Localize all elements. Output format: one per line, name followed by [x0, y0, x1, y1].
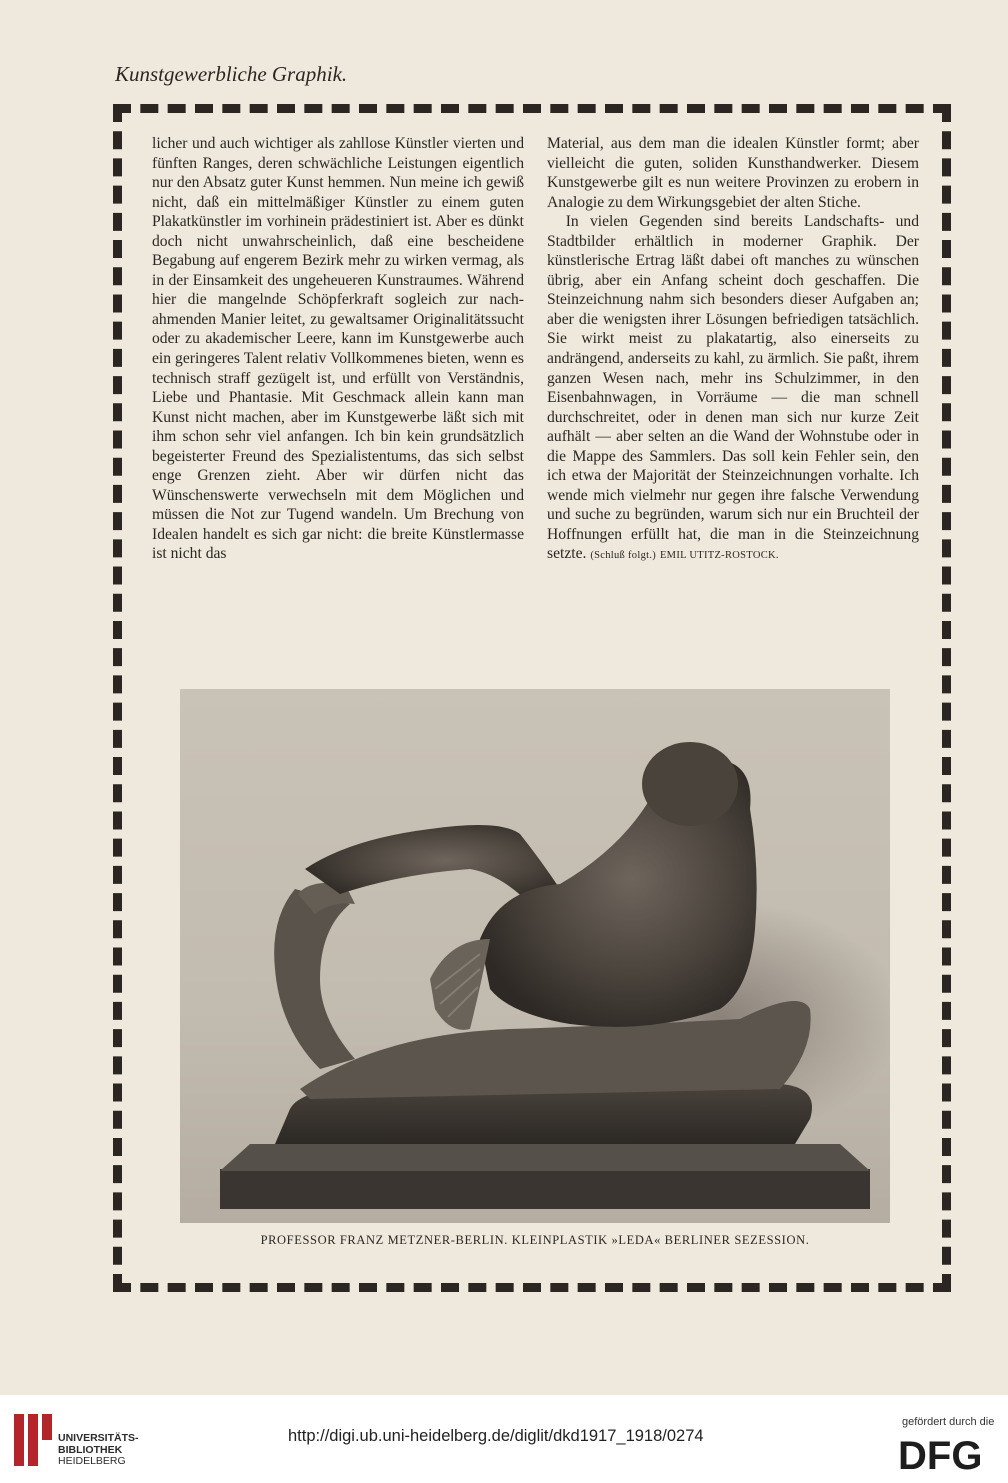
- figure-caption: PROFESSOR FRANZ METZNER-BERLIN. KLEINPLASTIK »LEDA« BERLINER SEZESSION.: [260, 1233, 810, 1247]
- text-column-right: [547, 134, 919, 566]
- running-title: Kunstgewerbliche Graphik.: [115, 62, 348, 86]
- permalink-url[interactable]: http://digi.ub.uni-heidelberg.de/diglit/dkd1917_1918/0274: [288, 1427, 704, 1445]
- dfg-text: DFG: [898, 1435, 983, 1473]
- text-column-left: [152, 134, 524, 564]
- sculpture-illustration: [180, 689, 890, 1223]
- university-library-logo-icon: [14, 1414, 64, 1466]
- library-name: UNIVERSITÄTS- BIBLIOTHEK HEIDELBERG: [58, 1432, 139, 1467]
- paragraph: licher und auch wichtiger als zahllose Künstler vierten und fünften Ranges, deren schwächliche Leistungen eigentlich nur den Absatz guter Kunst hemmen. Nun meine ich gewiß nicht, daß ein mittelmäßiger Künstler zu einem guten Plakatkünstler im vorhinein prädestiniert ist. Aber es dünkt doch nicht unwahrscheinlich, daß eine bescheidene Begabung auf engerem Bezirk mehr zu wirken vermag, als in der Einsamkeit des ungeheueren Kunstraumes. Während hier die mangelnde Schöpferkraft sogleich zur nachahmenden Manier leitet, zu gewaltsamer Originalitätssucht oder zu akademischer Leere, kann im Kunstgewerbe auch ein geringeres Talent relativ Vollkommenes bieten, wenn es technisch straff gezügelt ist, und erfüllt von Verständnis, Liebe und Phantasie. Mit Geschmack allein kann man Kunst nicht machen, aber im Kunstgewerbe läßt sich mit ihm schon sehr viel anfangen. Ich bin kein grundsätzlich begeisterter Freund des Spezialistentums, das sich selbst enge Grenzen zieht. Aber wir dürfen nicht das Wünschenswerte verwechseln mit dem Möglichen und müssen die Not zur Tugend wandeln. Um Brechung von Idealen handelt es sich gar nicht: die breite Künstlermasse ist nicht das: [152, 135, 524, 563]
- paragraph: Material, aus dem man die idealen Künstler formt; aber vielleicht die guten, soliden Kunsthandwerker. Diesem Kunstgewerbe gilt es nun weitere Provinzen zu erobern in Analogie zu dem Wirkungsgebiet der alten Stiche.: [547, 135, 919, 211]
- dfg-logo-icon: [898, 1435, 994, 1473]
- footer-bar: [0, 1395, 1008, 1483]
- funding-label: gefördert durch die: [902, 1416, 995, 1428]
- author-signature: EMIL UTITZ-ROSTOCK.: [659, 550, 779, 562]
- paragraph-text: In vielen Gegenden sind bereits Landschafts- und Stadtbilder erhältlich in moderner Graphik. Der künstlerische Ertrag läßt dabei oft manches zu wünschen übrig, aber ein Anfang scheint doch geschaffen. Die Steinzeichnung nahm sich besonders dieser Aufgaben an; aber die wenigsten ihrer Lösungen befriedigen tatsächlich. Sie wirkt meist zu plakatartig, also einerseits zu andrängend, anderseits zu kahl, zu ärmlich. Sie paßt, ihrem ganzen Wesen nach, mehr ins Schulzimmer, in den Eisenbahnwagen, in Vorräume — die man schnell durchschreitet, oder in denen man sich nur kurze Zeit aufhält — aber selten an die Wand der Wohnstube oder in die Mappe des Sammlers. Das soll kein Fehler sein, den ich etwa der Majorität der Steinzeichnungen vorhalte. Ich wende mich vielmehr nur gegen ihre falsche Verwendung und suche zu begründen, warum sich nur ein Bruchteil der Hoffnungen erfüllt hat, die man in die Steinzeichnung setzte.: [547, 213, 919, 563]
- continued-note: (Schluß folgt.): [590, 550, 657, 562]
- sculpture-photo: [180, 689, 890, 1223]
- paragraph: [547, 212, 919, 566]
